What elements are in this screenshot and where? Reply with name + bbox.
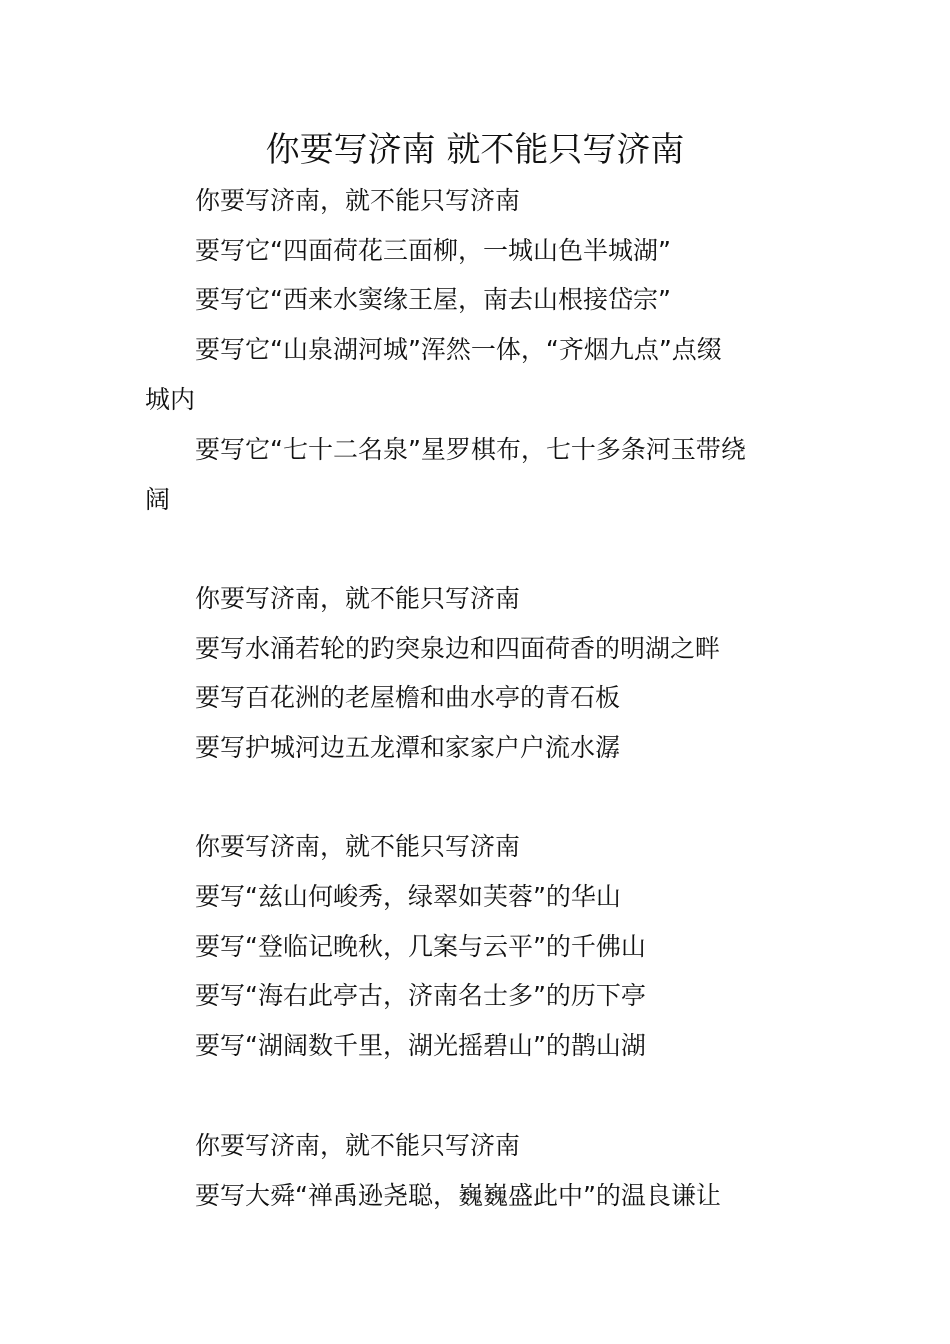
poem-line: 你要写济南，就不能只写济南 [195, 584, 521, 613]
poem-line-continuation: 阔 [145, 485, 171, 514]
poem-line: 要写大舜“禅禹逊尧聪，巍巍盛此中”的温良谦让 [195, 1181, 721, 1210]
poem-line: 要写它“山泉湖河城”浑然一体，“齐烟九点”点缀 [195, 335, 722, 364]
poem-line: 要写护城河边五龙潭和家家户户流水潺 [195, 733, 621, 762]
poem-line: 要写百花洲的老屋檐和曲水亭的青石板 [195, 683, 621, 712]
poem-line: 你要写济南，就不能只写济南 [195, 1131, 521, 1160]
poem-line: 要写它“西来水窦缘王屋，南去山根接岱宗” [195, 285, 671, 314]
poem-line: 要写“登临记晚秋，几案与云平”的千佛山 [195, 932, 646, 961]
page-title: 你要写济南 就不能只写济南 [265, 130, 685, 170]
poem-line-continuation: 城内 [145, 385, 196, 414]
poem-line: 你要写济南，就不能只写济南 [195, 832, 521, 861]
poem-line: 要写“兹山何峻秀，绿翠如芙蓉”的华山 [195, 882, 621, 911]
poem-line: 要写它“七十二名泉”星罗棋布，七十多条河玉带绕 [195, 435, 746, 464]
poem-line: 要写“湖阔数千里，湖光摇碧山”的鹊山湖 [195, 1031, 646, 1060]
poem-line: 要写水涌若轮的趵突泉边和四面荷香的明湖之畔 [195, 634, 721, 663]
poem-line: 要写“海右此亭古，济南名士多”的历下亭 [195, 981, 646, 1010]
poem-line: 你要写济南，就不能只写济南 [195, 186, 521, 215]
poem-line: 要写它“四面荷花三面柳，一城山色半城湖” [195, 236, 671, 265]
